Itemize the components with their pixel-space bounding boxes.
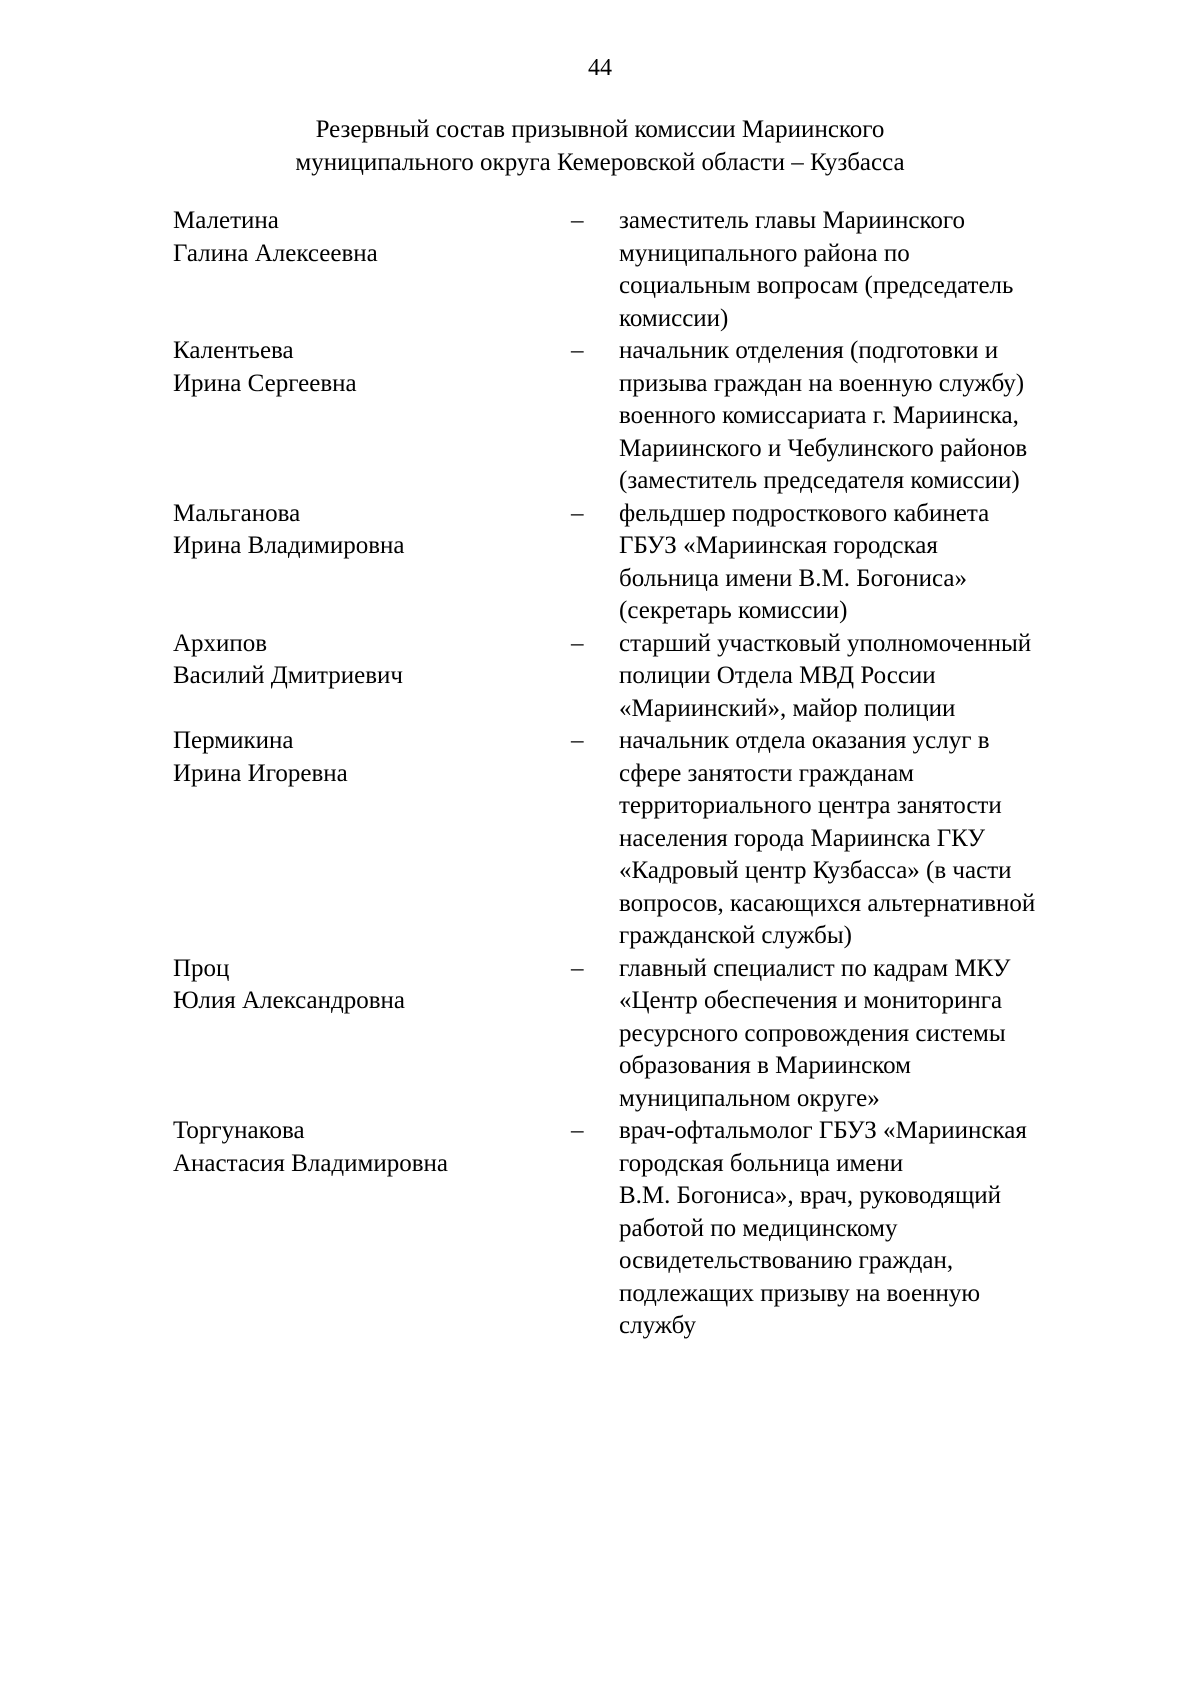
member-given-names: Ирина Владимировна	[173, 532, 405, 559]
members-list	[173, 205, 1103, 1343]
member-role-line: призыва граждан на военную службу)	[619, 369, 1025, 397]
member-entry	[173, 498, 1103, 628]
member-name	[173, 953, 571, 1116]
member-entry	[173, 205, 1103, 335]
member-role-line: работой по медицинскому	[619, 1214, 898, 1242]
member-role	[619, 953, 1103, 1116]
member-dash: –	[571, 1117, 584, 1144]
member-surname: Торгунакова	[173, 1117, 305, 1144]
member-role-line: (секретарь комиссии)	[619, 597, 848, 624]
page-number: 44	[588, 55, 612, 81]
member-role-line: фельдшер подросткового кабинета	[619, 499, 990, 527]
member-role-line: освидетельствованию граждан,	[619, 1247, 954, 1274]
member-role-line: населения города Мариинска ГКУ	[619, 824, 986, 852]
member-surname: Мальганова	[173, 499, 301, 527]
member-role-line: начальник отделения (подготовки и	[619, 337, 999, 364]
member-entry	[173, 953, 1103, 1116]
member-role-line: заместитель главы Мариинского	[619, 207, 966, 234]
member-role-line: больница имени В.М. Богониса»	[619, 564, 967, 592]
member-given-names: Василий Дмитриевич	[173, 662, 403, 689]
member-given-names: Ирина Сергеевна	[173, 369, 357, 397]
member-role-line: «Центр обеспечения и мониторинга	[619, 987, 1003, 1014]
member-given-names: Юлия Александровна	[173, 987, 405, 1014]
member-role	[619, 498, 1103, 628]
member-role-line: сфере занятости гражданам	[619, 759, 914, 787]
member-role	[619, 335, 1103, 498]
member-given-names: Анастасия Владимировна	[173, 1149, 448, 1177]
member-role-line: «Кадровый центр Кузбасса» (в части	[619, 857, 1012, 884]
member-surname: Проц	[173, 954, 230, 982]
member-role-line: службу	[619, 1312, 696, 1339]
member-role-line: территориального центра занятости	[619, 792, 1002, 819]
member-role-line: ресурсного сопровождения системы	[619, 1019, 1006, 1047]
member-dash: –	[571, 954, 584, 982]
member-role-line: городская больница имени	[619, 1149, 904, 1177]
member-dash: –	[571, 629, 584, 657]
member-role-line: военного комиссариата г. Мариинска,	[619, 402, 1019, 429]
member-role-line: подлежащих призыву на военную	[619, 1279, 981, 1307]
member-entry	[173, 335, 1103, 498]
member-dash: –	[571, 337, 584, 364]
member-surname: Калентьева	[173, 337, 294, 364]
member-name	[173, 628, 571, 726]
member-role-line: «Мариинский», майор полиции	[619, 694, 956, 722]
document-title-line: Резервный состав призывной комиссии Мариинского	[315, 116, 885, 143]
member-surname: Малетина	[173, 207, 279, 234]
document-title-line: муниципального округа Кемеровской области – Кузбасса	[295, 148, 905, 176]
member-dash: –	[571, 207, 584, 234]
member-entry	[173, 1115, 1103, 1343]
member-surname: Архипов	[173, 629, 268, 657]
member-role-line: врач-офтальмолог ГБУЗ «Мариинская	[619, 1117, 1027, 1144]
member-role-line: социальным вопросам (председатель	[619, 272, 1014, 299]
member-role-line: В.М. Богониса», врач, руководящий	[619, 1182, 1002, 1209]
member-name	[173, 205, 571, 335]
member-role-line: комиссии)	[619, 304, 729, 332]
member-role-line: полиции Отдела МВД России	[619, 662, 936, 689]
member-role	[619, 205, 1103, 335]
member-role-line: ГБУЗ «Мариинская городская	[619, 532, 938, 559]
member-given-names: Галина Алексеевна	[173, 239, 378, 267]
member-role-line: вопросов, касающихся альтернативной	[619, 889, 1036, 917]
member-role-line: гражданской службы)	[619, 922, 852, 949]
member-role-line: начальник отдела оказания услуг в	[619, 727, 990, 754]
member-name	[173, 498, 571, 628]
member-name	[173, 725, 571, 953]
member-role	[619, 725, 1103, 953]
member-role	[619, 1115, 1103, 1343]
member-role-line: образования в Мариинском	[619, 1052, 911, 1079]
member-dash: –	[571, 499, 584, 527]
document-title	[200, 114, 1000, 179]
member-role-line: муниципального района по	[619, 239, 910, 267]
member-entry	[173, 628, 1103, 726]
member-dash: –	[571, 727, 584, 754]
member-role-line: (заместитель председателя комиссии)	[619, 467, 1020, 494]
member-role-line: муниципальном округе»	[619, 1084, 880, 1112]
member-surname: Пермикина	[173, 727, 294, 754]
member-name	[173, 335, 571, 498]
member-name	[173, 1115, 571, 1343]
member-role-line: главный специалист по кадрам МКУ	[619, 954, 1011, 982]
member-role-line: старший участковый уполномоченный	[619, 629, 1032, 657]
member-given-names: Ирина Игоревна	[173, 759, 348, 787]
member-role-line: Мариинского и Чебулинского районов	[619, 434, 1028, 462]
member-role	[619, 628, 1103, 726]
member-entry	[173, 725, 1103, 953]
